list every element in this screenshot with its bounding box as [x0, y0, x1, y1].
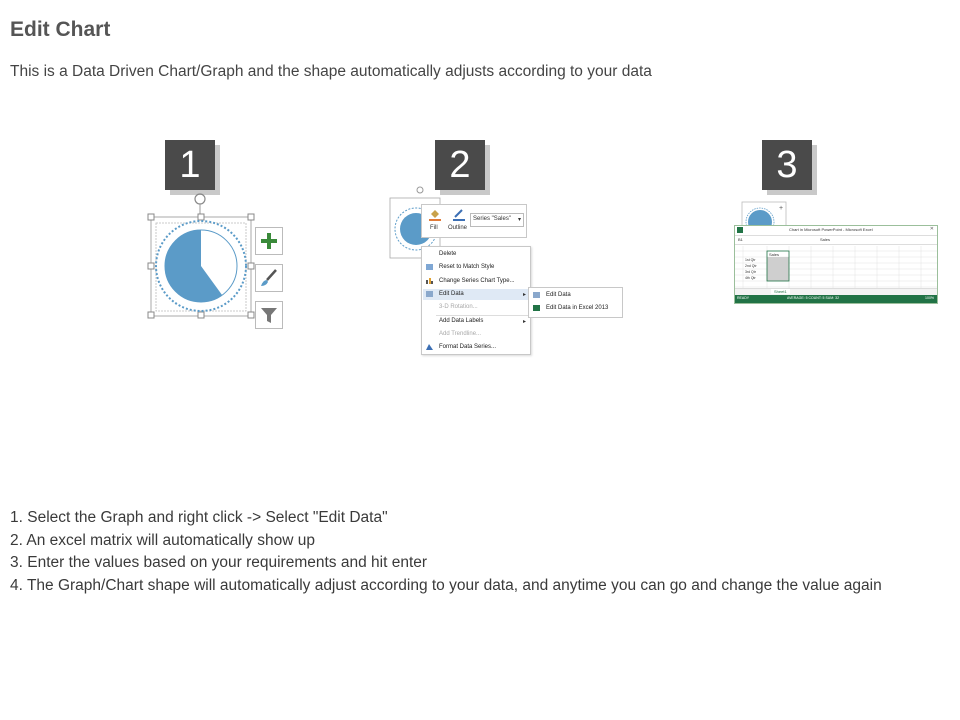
delete-icon — [426, 251, 433, 257]
menu-item-reset-style[interactable]: Reset to Match Style — [439, 264, 495, 270]
excel-row-label[interactable]: 4th Qtr — [745, 276, 756, 280]
excel-titlebar — [735, 226, 937, 236]
excel-status-bar — [735, 295, 937, 303]
menu-divider — [436, 315, 528, 316]
chart-styles-button[interactable] — [255, 264, 283, 292]
edit-data-icon — [533, 292, 540, 298]
page-subtitle: This is a Data Driven Chart/Graph and the shape automatically adjusts according to your data — [10, 63, 652, 80]
excel-logo-icon — [737, 227, 743, 233]
excel-window-title: Chart in Microsoft PowerPoint - Microsoft Excel — [789, 227, 873, 232]
chevron-down-icon: ▾ — [517, 217, 521, 223]
plus-icon — [256, 228, 282, 254]
sheet-tabs-bar — [735, 288, 937, 295]
instruction-steps — [10, 507, 940, 597]
excel-icon — [533, 305, 540, 311]
context-menu — [421, 246, 531, 355]
mini-toolbar — [421, 204, 527, 238]
excel-grid — [735, 246, 937, 292]
chevron-right-icon: ▸ — [522, 319, 526, 325]
menu-item-add-data-labels[interactable]: Add Data Labels — [439, 318, 484, 324]
chevron-right-icon: ▸ — [522, 292, 526, 298]
step-badge-1: 1 — [165, 140, 215, 190]
cell-reference[interactable]: B1 — [738, 237, 743, 242]
reset-icon — [426, 264, 433, 270]
step-text-1: 1. Select the Graph and right click -> Select "Edit Data" — [10, 509, 388, 526]
formula-bar — [735, 236, 937, 245]
fill-label[interactable]: Fill — [430, 225, 438, 231]
step-text-4: 4. The Graph/Chart shape will automatically adjust according to your data, and anytime you can go and change the value again — [10, 576, 882, 594]
zoom-level[interactable]: 100% — [925, 296, 934, 300]
submenu-item-edit-data[interactable]: Edit Data — [546, 292, 571, 298]
chart-type-icon — [426, 278, 433, 284]
excel-column-header[interactable]: Sales — [769, 252, 780, 257]
svg-text:+: + — [779, 205, 784, 212]
step-text-3: 3. Enter the values based on your requirements and hit enter — [10, 554, 428, 571]
close-icon[interactable]: ✕ — [929, 226, 934, 232]
step-text-2: 2. An excel matrix will automatically show up — [10, 531, 315, 549]
page-title: Edit Chart — [10, 18, 111, 41]
status-stats: AVERAGE: 5 COUNT: 5 SUM: 32 — [787, 296, 840, 300]
status-text: READY — [737, 296, 750, 300]
excel-window — [734, 225, 938, 304]
menu-item-format-data-series[interactable]: Format Data Series... — [439, 344, 497, 350]
menu-item-3d-rotation: 3-D Rotation... — [439, 304, 478, 310]
menu-item-edit-data[interactable]: Edit Data — [439, 291, 464, 297]
series-dropdown-value: Series "Sales" — [473, 216, 511, 222]
sheet-tab[interactable]: Sheet1 — [771, 289, 790, 294]
step-badge-3: 3 — [762, 140, 812, 190]
chart-filters-button[interactable] — [255, 301, 283, 329]
outline-pen-icon[interactable] — [452, 208, 466, 222]
excel-row-label[interactable]: 2nd Qtr — [745, 264, 757, 268]
edit-data-submenu — [528, 287, 623, 318]
menu-item-change-chart-type[interactable]: Change Series Chart Type... — [439, 278, 515, 284]
menu-item-delete[interactable]: Delete — [439, 251, 457, 257]
submenu-item-edit-data-excel[interactable]: Edit Data in Excel 2013 — [546, 305, 609, 311]
filter-icon — [256, 302, 282, 328]
formula-value[interactable]: Sales — [820, 237, 831, 242]
excel-row-label[interactable]: 3rd Qtr — [745, 270, 756, 274]
menu-item-add-trendline: Add Trendline... — [439, 331, 482, 337]
edit-data-icon — [426, 291, 433, 297]
chart-elements-button[interactable] — [255, 227, 283, 255]
excel-row-label[interactable]: 1st Qtr — [745, 258, 756, 262]
format-series-icon — [426, 344, 433, 350]
brush-icon — [256, 265, 282, 291]
series-dropdown[interactable] — [470, 213, 524, 227]
outline-label[interactable]: Outline — [448, 225, 468, 231]
step-badge-2: 2 — [435, 140, 485, 190]
fill-bucket-icon[interactable] — [428, 208, 442, 222]
